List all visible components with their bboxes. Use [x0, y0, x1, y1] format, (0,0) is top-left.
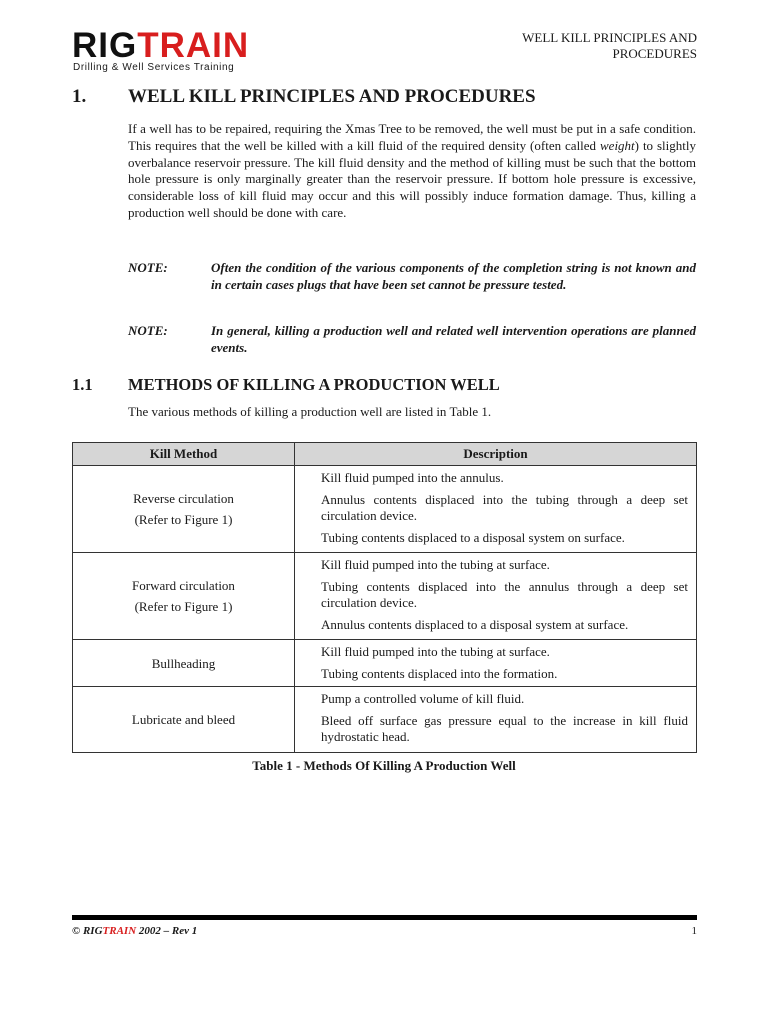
rigtrain-logo [72, 28, 272, 74]
note-text: Often the condition of the various components of the completion string is not known and in certain cases plugs that have been set cannot be pressure tested. [211, 260, 696, 292]
note-2 [128, 322, 696, 356]
intro-paragraph: If a well has to be repaired, requiring the Xmas Tree to be removed, the well must be put in a safe condition. This requires that the well be killed with a kill fluid of the required density (often called weight) to slightly overbalance reservoir pressure. The kill fluid density and the method of killing must be such that the bottom hole pressure is only marginally greater than the reservoir pressure. If bottom hole pressure is excessive, considerable loss of kill fluid may occur and this will possibly induce formation damage. Thus, killing a production well should be done with care. [128, 121, 696, 220]
section-title: WELL KILL PRINCIPLES AND PROCEDURES [128, 86, 536, 107]
footer-rule [72, 915, 697, 920]
kill-method-cell: Reverse circulation (Refer to Figure 1) [73, 466, 295, 553]
note-text: In general, killing a production well and related well intervention operations are planned events. [211, 323, 696, 355]
table-row [73, 687, 697, 753]
note-1 [128, 259, 696, 293]
running-header-title [437, 30, 697, 62]
description-cell: Kill fluid pumped into the annulus. Annulus contents displaced into the tubing through a deep set circulation device. Tubing contents displaced to a disposal system on surface. [295, 466, 697, 553]
emphasis-weight: weight [600, 137, 635, 153]
table-row [73, 640, 697, 687]
section-number: 1. [72, 86, 87, 107]
kill-method-cell: Bullheading [73, 640, 295, 687]
description-cell: Pump a controlled volume of kill fluid. Bleed off surface gas pressure equal to the increase in kill fluid hydrostatic head. [295, 687, 697, 753]
header-title-line1: WELL KILL PRINCIPLES AND [522, 30, 697, 45]
table-header-row [73, 443, 697, 466]
subsection-title: METHODS OF KILLING A PRODUCTION WELL [128, 375, 500, 394]
table-intro: The various methods of killing a production well are listed in Table 1. [128, 404, 492, 419]
description-cell: Kill fluid pumped into the tubing at surface. Tubing contents displaced into the annulus through a deep set circulation device. Annulus contents displaced to a disposal system at surface. [295, 553, 697, 640]
kill-methods-table [72, 442, 697, 753]
description-cell: Kill fluid pumped into the tubing at surface. Tubing contents displaced into the formation. [295, 640, 697, 687]
header-title-line2: PROCEDURES [612, 46, 697, 61]
subsection-number: 1.1 [72, 375, 93, 394]
column-header-kill-method: Kill Method [73, 443, 295, 466]
table-caption: Table 1 - Methods Of Killing A Production Well [252, 758, 516, 773]
page-number: 1 [691, 925, 697, 937]
table-row [73, 553, 697, 640]
logo-wordmark: RIGTRAIN [72, 26, 250, 65]
note-label: NOTE: [128, 323, 168, 338]
kill-method-cell: Forward circulation (Refer to Figure 1) [73, 553, 295, 640]
kill-method-cell: Lubricate and bleed [73, 687, 295, 753]
note-label: NOTE: [128, 260, 168, 275]
logo-tagline: Drilling & Well Services Training [73, 62, 235, 73]
footer-copyright: © RIGTRAIN 2002 – Rev 1 [72, 925, 198, 937]
table-row [73, 466, 697, 553]
column-header-description: Description [295, 443, 697, 466]
